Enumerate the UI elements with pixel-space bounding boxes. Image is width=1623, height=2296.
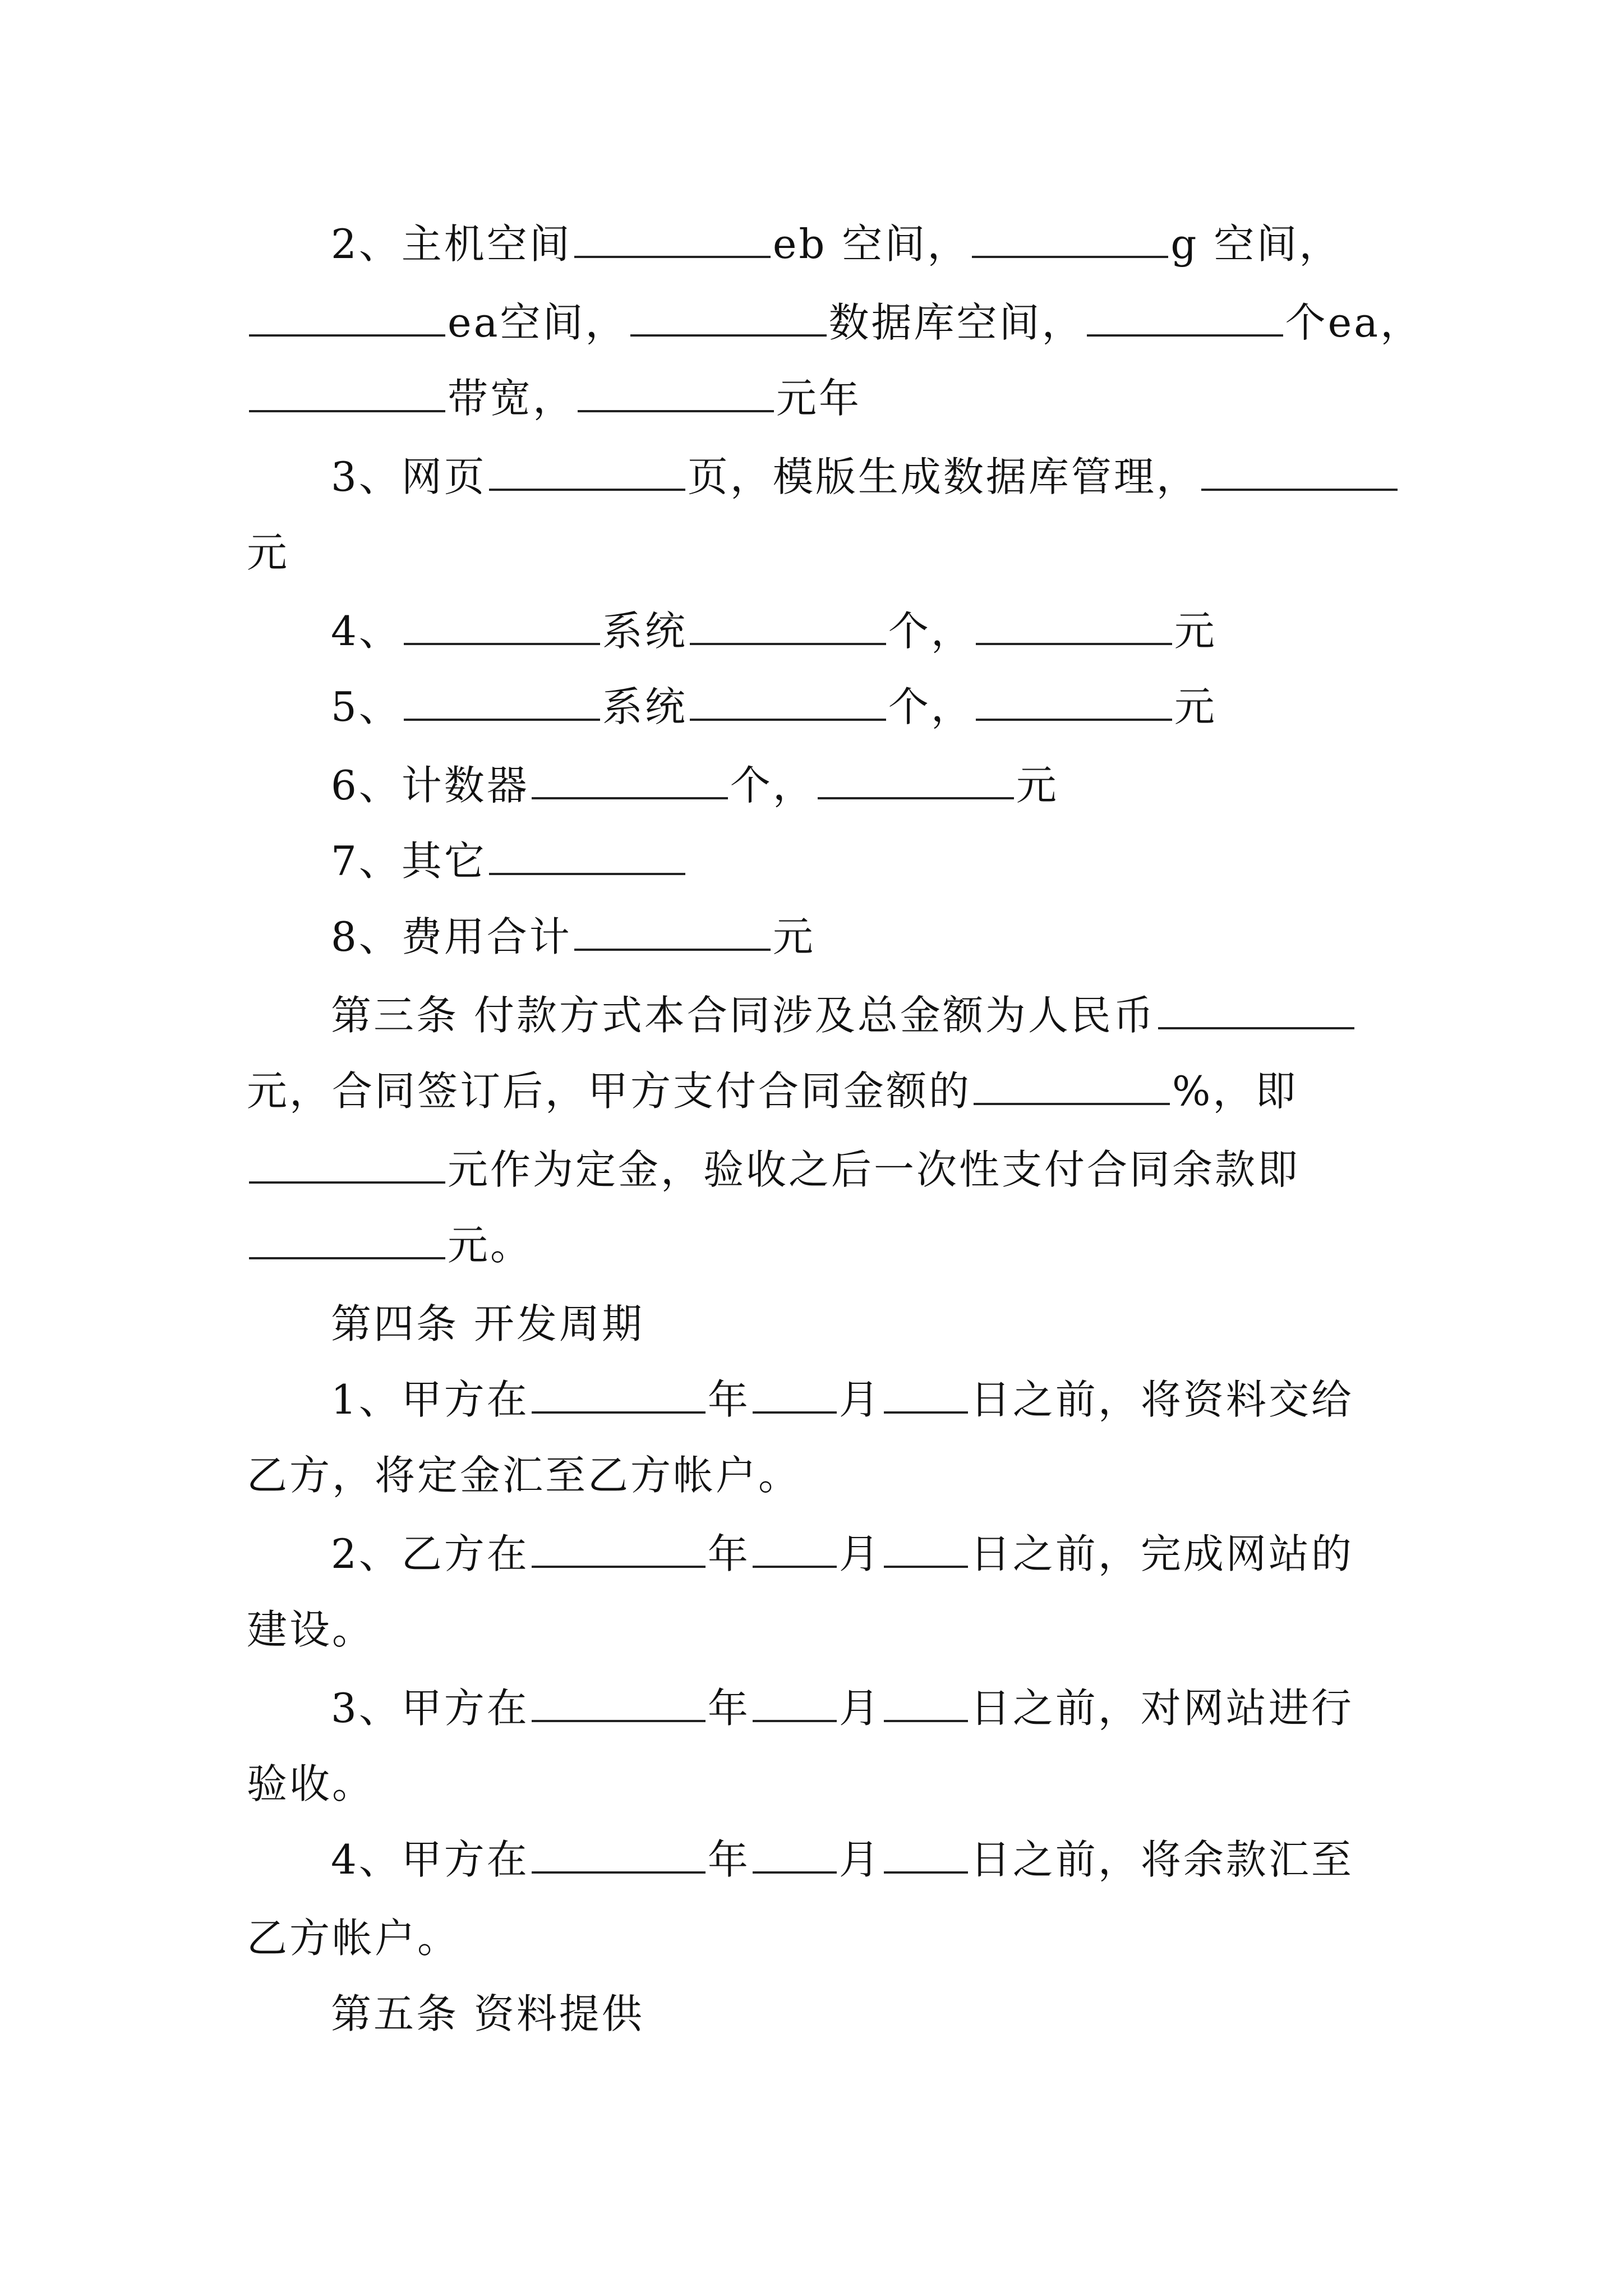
line-text: 8、费用合计	[331, 913, 572, 960]
line-text: 元	[1174, 608, 1217, 655]
blank-fill-line	[753, 1372, 837, 1414]
document-line	[331, 830, 688, 892]
document-line	[331, 600, 1217, 662]
line-text: %，即	[1172, 1068, 1298, 1115]
line-text: 日之前，将余款汇至	[970, 1836, 1354, 1883]
document-line	[331, 446, 1400, 508]
document-line	[331, 906, 815, 968]
line-text: 3、网页	[331, 453, 487, 500]
blank-fill-line	[753, 1526, 837, 1568]
line-text: 5、	[331, 683, 402, 730]
line-text: 2、主机空间	[331, 220, 572, 268]
line-text: 4、	[331, 608, 402, 655]
blank-fill-line	[630, 295, 827, 337]
line-text: 年	[707, 1376, 750, 1423]
document-line	[331, 984, 1357, 1046]
document-line	[331, 1983, 644, 2045]
blank-fill-line	[532, 1526, 706, 1568]
line-text: 第三条 付款方式本合同涉及总金额为人民币	[331, 992, 1156, 1039]
line-text: 建设。	[247, 1606, 375, 1653]
document-line	[247, 1060, 1298, 1122]
blank-fill-line	[532, 1681, 706, 1722]
blank-fill-line	[404, 679, 600, 721]
document-line	[247, 522, 289, 583]
line-text: 元	[1174, 683, 1217, 730]
blank-fill-line	[489, 834, 685, 875]
line-text: 月	[838, 1836, 882, 1883]
line-text: 月	[838, 1530, 882, 1577]
blank-fill-line	[574, 909, 771, 951]
blank-fill-line	[818, 758, 1014, 799]
blank-fill-line	[249, 371, 445, 412]
document-line	[331, 1293, 644, 1355]
line-text: 数据库空间，	[828, 299, 1085, 346]
blank-fill-line	[532, 1832, 706, 1874]
line-text: ea空间，	[448, 299, 628, 346]
line-text: 1、甲方在	[331, 1376, 529, 1423]
document-line	[247, 1139, 1300, 1200]
line-text: 第五条 资料提供	[331, 1990, 644, 2037]
line-text: 个ea，	[1285, 299, 1423, 346]
blank-fill-line	[1087, 295, 1283, 337]
document-line	[247, 367, 861, 429]
blank-fill-line	[690, 679, 886, 721]
blank-fill-line	[753, 1832, 837, 1874]
blank-fill-line	[974, 1064, 1170, 1105]
blank-fill-line	[976, 679, 1172, 721]
line-text: 2、乙方在	[331, 1530, 529, 1577]
line-text: 元，合同签订后，甲方支付合同金额的	[247, 1068, 972, 1115]
line-text: 元。	[448, 1222, 533, 1269]
blank-fill-line	[249, 1218, 445, 1259]
line-text: 带宽，	[448, 375, 576, 422]
line-text: 验收。	[247, 1760, 375, 1807]
blank-fill-line	[1158, 988, 1354, 1029]
blank-fill-line	[578, 371, 774, 412]
document-line	[331, 1369, 1354, 1430]
line-text: 乙方，将定金汇至乙方帐户。	[247, 1452, 801, 1499]
line-text: 年	[707, 1685, 750, 1732]
blank-fill-line	[532, 758, 728, 799]
line-text: 日之前，完成网站的	[970, 1530, 1354, 1577]
line-text: 元	[1016, 762, 1059, 809]
blank-fill-line	[532, 1372, 706, 1414]
document-line	[331, 754, 1059, 816]
blank-fill-line	[976, 604, 1172, 645]
document-line	[247, 1214, 533, 1276]
document-line	[331, 676, 1217, 738]
blank-fill-line	[249, 295, 445, 337]
line-text: 系统	[602, 683, 688, 730]
line-text: 3、甲方在	[331, 1685, 529, 1732]
document-line	[331, 1677, 1354, 1739]
blank-fill-line	[972, 217, 1168, 258]
blank-fill-line	[1201, 449, 1398, 491]
line-text: 元作为定金，验收之后一次性支付合同余款即	[448, 1146, 1301, 1193]
line-text: 元年	[776, 375, 862, 422]
document-line	[331, 1829, 1354, 1890]
line-text: 乙方帐户。	[247, 1915, 460, 1962]
line-text: 4、甲方在	[331, 1836, 529, 1883]
line-text: 6、计数器	[331, 762, 529, 809]
blank-fill-line	[884, 1681, 968, 1722]
line-text: 日之前，对网站进行	[970, 1685, 1354, 1732]
blank-fill-line	[489, 449, 685, 491]
document-line	[331, 213, 1341, 275]
blank-fill-line	[574, 217, 771, 258]
line-text: 页，模版生成数据库管理，	[687, 453, 1199, 500]
blank-fill-line	[884, 1832, 968, 1874]
blank-fill-line	[884, 1526, 968, 1568]
line-text: eb 空间，	[772, 220, 970, 268]
line-text: 月	[838, 1376, 882, 1423]
line-text: 年	[707, 1530, 750, 1577]
document-line	[247, 1599, 375, 1660]
line-text: 个，	[888, 608, 974, 655]
blank-fill-line	[753, 1681, 837, 1722]
document-line	[247, 1753, 375, 1815]
blank-fill-line	[690, 604, 886, 645]
line-text: 元	[247, 529, 290, 576]
line-text: 年	[707, 1836, 750, 1883]
line-text: 个，	[888, 683, 974, 730]
line-text: 月	[838, 1685, 882, 1732]
line-text: 个，	[730, 762, 815, 809]
line-text: 7、其它	[331, 838, 487, 885]
line-text: 系统	[602, 608, 688, 655]
line-text: g 空间，	[1170, 220, 1342, 268]
line-text: 元	[772, 913, 815, 960]
document-line	[247, 1907, 460, 1969]
line-text: 第四条 开发周期	[331, 1300, 644, 1347]
blank-fill-line	[404, 604, 600, 645]
blank-fill-line	[249, 1142, 445, 1184]
line-text: 日之前，将资料交给	[970, 1376, 1354, 1423]
document-line	[331, 1523, 1354, 1585]
document-line	[247, 292, 1423, 353]
blank-fill-line	[884, 1372, 968, 1414]
document-line	[247, 1444, 801, 1506]
